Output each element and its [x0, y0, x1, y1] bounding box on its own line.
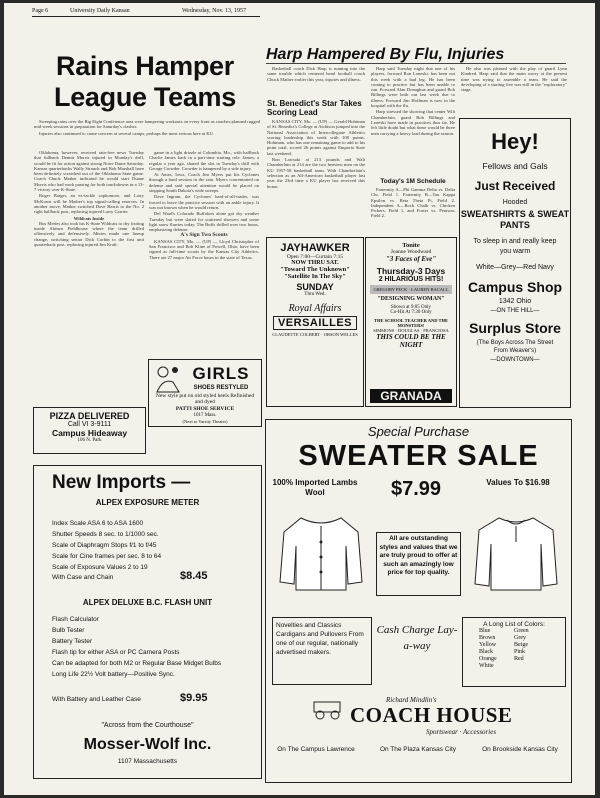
two-hits-label: 2 HILARIOUS HITS!: [378, 276, 444, 283]
mosser-store-name: Mosser-Wolf Inc.: [83, 736, 212, 753]
header-rule: [32, 16, 260, 17]
color-item: Red: [514, 656, 524, 662]
lead-col2-p5: KANSAS CITY, Mo. — (UP) — Lloyd Christopher of San Francisco and Bob Kline of Powell, Ohio, have been signed as full-time scouts by the Kansas City Athletics. There are 27 major Air Force bases in the state of Texas.: [149, 238, 259, 260]
jayhawker-sunday: SUNDAY: [296, 282, 334, 292]
meter-price: $8.45: [180, 570, 208, 582]
alpex-meter-title: ALPEX EXPOSURE METER: [95, 498, 200, 507]
designing-woman-title: "DESIGNING WOMAN": [377, 296, 445, 302]
harp-col2-text-2: Harp stressed the showing that center Wilt Chamberlain, guard Bob Billings and Loneski have made in practices thus far. He left little doubt but what these would be three men carrying a heavy load during the season.: [371, 109, 455, 136]
harp-column-3: [461, 66, 567, 114]
pizza-title: PIZZA DELIVERED: [49, 411, 130, 421]
location-brookside: On Brookside Kansas City: [482, 746, 558, 753]
lead-col1-p2: Roger Barger, an ex-tackle sophomore, and Larry McKown will be Mather's top signal-calling reserves. In another move, Mather switched Dave Harris to the No. 2 right halfback post, replacing injured Larry Carrier.: [34, 193, 144, 215]
granada-tonite-star: Joanne Woodward: [390, 249, 432, 255]
sweater-sale-title: SWEATER SALE: [298, 440, 539, 472]
coach-house-name: COACH HOUSE: [350, 703, 513, 727]
flash-feature: Flash Calculator: [52, 616, 99, 623]
jayhawker-name: JAYHAWKER: [280, 242, 350, 254]
lead-col2-p2: At Ames, Iowa, Coach Jim Myers put his Cyclones through a hard session in the rain. Myers concentrated on defense and said special attention would be placed on stopping South Dakota's wide sweeps.: [149, 172, 259, 194]
color-item: Blue: [479, 628, 491, 634]
page-number: Page 6: [32, 8, 49, 14]
mosser-location: "Across from the Courthouse": [101, 722, 194, 729]
sportswear-label: Sportswear · Accessories: [426, 728, 497, 736]
mindlin-name: Richard Mindlin's: [386, 696, 437, 704]
flash-features: [52, 614, 257, 680]
this-could-title: THIS COULD BE THE NIGHT: [376, 333, 446, 349]
harp-rule: [266, 63, 566, 64]
downtown-label: —DOWNTOWN—: [490, 357, 540, 363]
sweat-colors: White—Grey—Red Navy: [476, 264, 554, 271]
lead-col1-p1: Oklahoma, however, received rain-free news Tuesday that fullback Dennit Morris injured in Monday's drill, would be fit for action against strong Notre Dame Saturday. Kansas quarterbacks Wally Strauch and Bob Marshall have been definitely scratched out of the Oklahoma State game. Coach Chuck Mather indicated he would start Duane Morris who had work passing for both touchdowns in a 13-7 victory over K-State.: [34, 150, 144, 193]
this-could-stars: SIMMONS · DOUGLAS · FRANCIOSA: [373, 328, 449, 333]
flash-feature: Flash tip for either ASA or PC Camera Posts: [52, 649, 180, 656]
jayhawker-times: Open 7:00—Curtain 7:15: [286, 254, 344, 260]
st-benedict-text: KANSAS CITY, Mo. — (UP) — Gerald Hohiman of St. Benedict's College at Atchison jumped into the National Association of Intercollegiate Athletics scoring leadership this week with 108 points. Hohiman, who has one remaining game to add to his point total, scored 26 points against Emporia State last weekend.: [267, 119, 365, 156]
girls-line2: New style put on old styled heels Refinished and dyed: [155, 393, 255, 405]
royal-affairs-title: Royal Affairs: [288, 303, 342, 314]
st-benedict-text-2: Ron Lawsaki at 213 pounds and Walt Chamberlain at 214 are the two heaviest men on the KU 1957-58 basketball team. With Chamberlain's selection as an All-American basketball player last year the 23rd time a KU player has received this honor.: [267, 157, 365, 189]
lead-column-1: [34, 150, 144, 394]
color-item: Yellow: [479, 642, 497, 648]
lead-headline: Rains Hamper League Teams: [54, 51, 236, 112]
coach-illustration: [310, 698, 346, 720]
subhead-scouts: A's Sign Two Scouts: [180, 232, 228, 239]
flash-unit-title: ALPEX DELUXE B.C. FLASH UNIT: [82, 598, 213, 607]
colors-title: A Long List of Colors:: [483, 621, 545, 628]
harp-col3-text: He also was pleased with the play of guard Lynn Kindred. Harp said that the main worry at the present time was trying to assemble a team. He said the developing of a starting five was still in the "exploratory" stage.: [461, 66, 567, 93]
st-benedict-headline: St. Benedict's Star Takes Scoring Lead: [267, 99, 362, 117]
campus-shop-ad: [459, 118, 571, 408]
just-received: Just Received: [474, 179, 556, 193]
lead-intro: [34, 119, 260, 137]
three-faces-title: "3 Faces of Eve": [385, 255, 437, 263]
color-item: White: [479, 663, 494, 669]
girls-next-to: (Next to Varsity Theater): [182, 419, 228, 424]
granada-shown: Shown at 9:05 Only: [390, 305, 432, 310]
im-schedule-text: Fraternity A—Phi Gamma Delta vs. Delta Chi, Field 1. Fraternity B—Tau Kappa Epsilon vs. Beta Theta Pi, Field 2. Independent A—Rock Chalk vs. Chicken Pickers, Field 1, and Foster vs. Pearson, Field 2.: [371, 187, 455, 219]
teacher-tagline: THE SCHOOL TEACHER AND THE MONSTERS!: [373, 318, 449, 328]
fellows-gals: Fellows and Gals: [482, 161, 548, 171]
lead-col2-p1: game in a light drizzle at Columbia, Mo., with halfback Charlie James back in a part-time starting role. James, a regular a year ago, shared the slot in Tuesday's drill with George Crowder. Crowder is hampered by a side injury.: [149, 150, 259, 171]
designing-woman-stars: GREGORY PECK · LAUREN BACALL: [370, 285, 452, 294]
lead-intro-text-2: Injuries also continued to cause concern at several camps, perhaps the most serious here at KU.: [39, 130, 215, 136]
surplus-store-name: Surplus Store: [469, 320, 561, 336]
lead-intro-text: Sweeping rains over the Big Eight Conference area were hampering workouts on every front as coaches planned rugged mid-week sessions in preparation for Saturday's clashes.: [34, 119, 260, 130]
novelties-note: Novelties and Classics Cardigans and Pullovers From one of our regular, nationally advertised makers.: [272, 617, 372, 685]
meter-features: [52, 518, 252, 573]
location-campus: On The Campus Lawrence: [277, 746, 355, 753]
meter-feature: Scale of Diaphragm Stops f/1 to f/45: [52, 542, 157, 549]
granada-name: GRANADA: [370, 389, 452, 403]
granada-cohit: Co-Hit At 7:30 Only: [390, 310, 432, 315]
color-item: Brown: [479, 635, 496, 641]
meter-case: With Case and Chain: [52, 574, 114, 581]
color-list: [463, 628, 565, 670]
meter-feature: Scale of Exposure Values 2 to 19: [52, 564, 148, 571]
sweater-values: Values To $16.98: [486, 478, 550, 487]
colors-box: [462, 617, 566, 687]
campus-shop-address: 1342 Ohio: [498, 298, 532, 305]
st-benedict-story: [267, 119, 365, 231]
versailles-title: VERSAILLES: [273, 316, 357, 330]
granada-theater-ad: [365, 237, 457, 407]
pizza-place: Campus Hideaway: [51, 428, 128, 438]
color-item: Beige: [514, 642, 528, 648]
im-schedule-title: Today's 1M Schedule: [380, 178, 446, 185]
cardigan-illustration: [276, 512, 366, 594]
harp-column-1: [267, 66, 365, 98]
girls-shop: PATTI SHOE SERVICE: [175, 406, 235, 412]
paper-name: University Daily Kansan: [70, 8, 130, 14]
harp-col2-text: Harp said Tuesday night that one of his players, forward Ron Loneski, has been out this week with a bad leg. He has been coming to practice but has been unable to run. Forward Alan Donaghue and guard Bob Billings were both out last week due to illness. Forward Jim Hoffman is now in the hospital with the flu.: [371, 66, 455, 109]
on-the-hill: —ON THE HILL—: [490, 308, 540, 314]
sweater-price: $7.99: [390, 478, 442, 500]
pizza-address: 106 N. Park: [77, 438, 102, 443]
hooded-label: Hooded: [502, 199, 528, 206]
lead-col1-p3: Bus Mertes also took his K-State Wildcats to dry footing inside Ahearn Fieldhouse where the team drilled offensively and defensively. Mertes made one lineup change, switching senior Dick Corbin to the first unit quarterback post, replacing injured Jim Kraft.: [34, 220, 144, 248]
jayhawker-now: NOW THRU SAT.: [291, 260, 339, 266]
payment-options: Cash Charge Lay-a-way: [376, 624, 458, 652]
girls-address: 1017 Mass.: [193, 413, 217, 418]
quality-note: All are outstanding styles and values that we are truly proud to offer at such an amazingly low price for top quality.: [376, 532, 461, 596]
issue-date: Wednesday, Nov. 13, 1957: [182, 8, 247, 14]
campus-shop-name: Campus Shop: [467, 279, 563, 295]
jayhawker-week: Thru Wed.: [304, 292, 326, 297]
color-item: Pink: [514, 649, 526, 655]
subhead-wildcats: Wildcats Inside: [73, 215, 105, 221]
im-schedule: [371, 187, 455, 231]
shoe-illustration: [153, 364, 181, 394]
thursday-label: Thursday-3 Days: [376, 266, 446, 276]
newspaper-page: [4, 3, 595, 795]
harp-col1-text: Basketball coach Dick Harp is running into the same trouble which centered head football coach Chuck Mather earlier this year, injuries and illness.: [267, 66, 365, 82]
imports-title: New Imports —: [52, 472, 191, 493]
color-item: Orange: [479, 656, 497, 662]
girls-line1: SHOES RESTYLED: [193, 385, 249, 391]
color-item: Green: [514, 628, 529, 634]
flash-feature: Can be adapted for both M2 or Regular Base Midget Bulbs: [52, 660, 222, 667]
mosser-wolf-ad: [33, 465, 262, 779]
patti-shoe-ad: [148, 359, 262, 427]
sweatshirts-label: SWEATSHIRTS & SWEAT PANTS: [460, 209, 570, 230]
flash-feature: Bulb Tester: [52, 627, 85, 634]
pizza-phone: Call VI 3-9111: [67, 421, 112, 428]
movie-1: "Toward The Unknown": [280, 266, 350, 273]
meter-feature: Index Scale ASA 6 to ASA 1600: [52, 520, 144, 527]
granada-tonite: Tonite: [402, 242, 420, 249]
surplus-note: (The Boys Across The Street From Weaver's): [476, 340, 554, 354]
imported-wool: 100% Imported Lambs Wool: [272, 478, 358, 497]
sweater-sale-ad: [265, 419, 572, 783]
versailles-cast: CLAUDETTE COLBERT · ORSON WELLES: [272, 332, 358, 337]
lead-col2-p4: Del Ward's Colorado Buffaloes alone got dry weather Tuesday but were slated for scattered showers and some light snow flurries today. The Buffs drilled over two hours, emphasizing defense.: [149, 211, 259, 233]
sleep-line: To sleep in and really keep you warm: [473, 238, 557, 255]
mosser-address: 1107 Massachusetts: [117, 758, 178, 765]
girls-title: GIRLS: [192, 364, 250, 383]
lead-column-2: [149, 150, 259, 394]
location-plaza: On The Plaza Kansas City: [379, 746, 457, 753]
special-purchase: Special Purchase: [367, 424, 470, 439]
flash-price: $9.95: [180, 692, 208, 704]
lead-col2-p3: Dave Ingram, the Cyclones' hard-of-all-trades, was forced to leave the practice session with an ankle injury. It was not known when he would return.: [149, 194, 259, 210]
movie-2: "Satellite In The Sky": [284, 273, 346, 280]
color-item: Black: [479, 649, 493, 655]
flash-feature: Long Life 22½ Volt battery—Positive Sync.: [52, 671, 175, 678]
flash-feature: Battery Tester: [52, 638, 92, 645]
color-item: Grey: [514, 635, 526, 641]
pullover-illustration: [471, 512, 561, 594]
flash-battery: With Battery and Leather Case: [52, 696, 141, 703]
harp-headline: Harp Hampered By Flu, Injuries: [266, 46, 505, 63]
jayhawker-theater-ad: [266, 237, 364, 407]
meter-feature: Shutter Speeds 8 sec. to 1/1000 sec.: [52, 531, 159, 538]
hey-heading: Hey!: [491, 129, 539, 154]
meter-feature: Scale for Cine frames per sec. 8 to 64: [52, 553, 162, 560]
pizza-ad: [33, 407, 146, 454]
